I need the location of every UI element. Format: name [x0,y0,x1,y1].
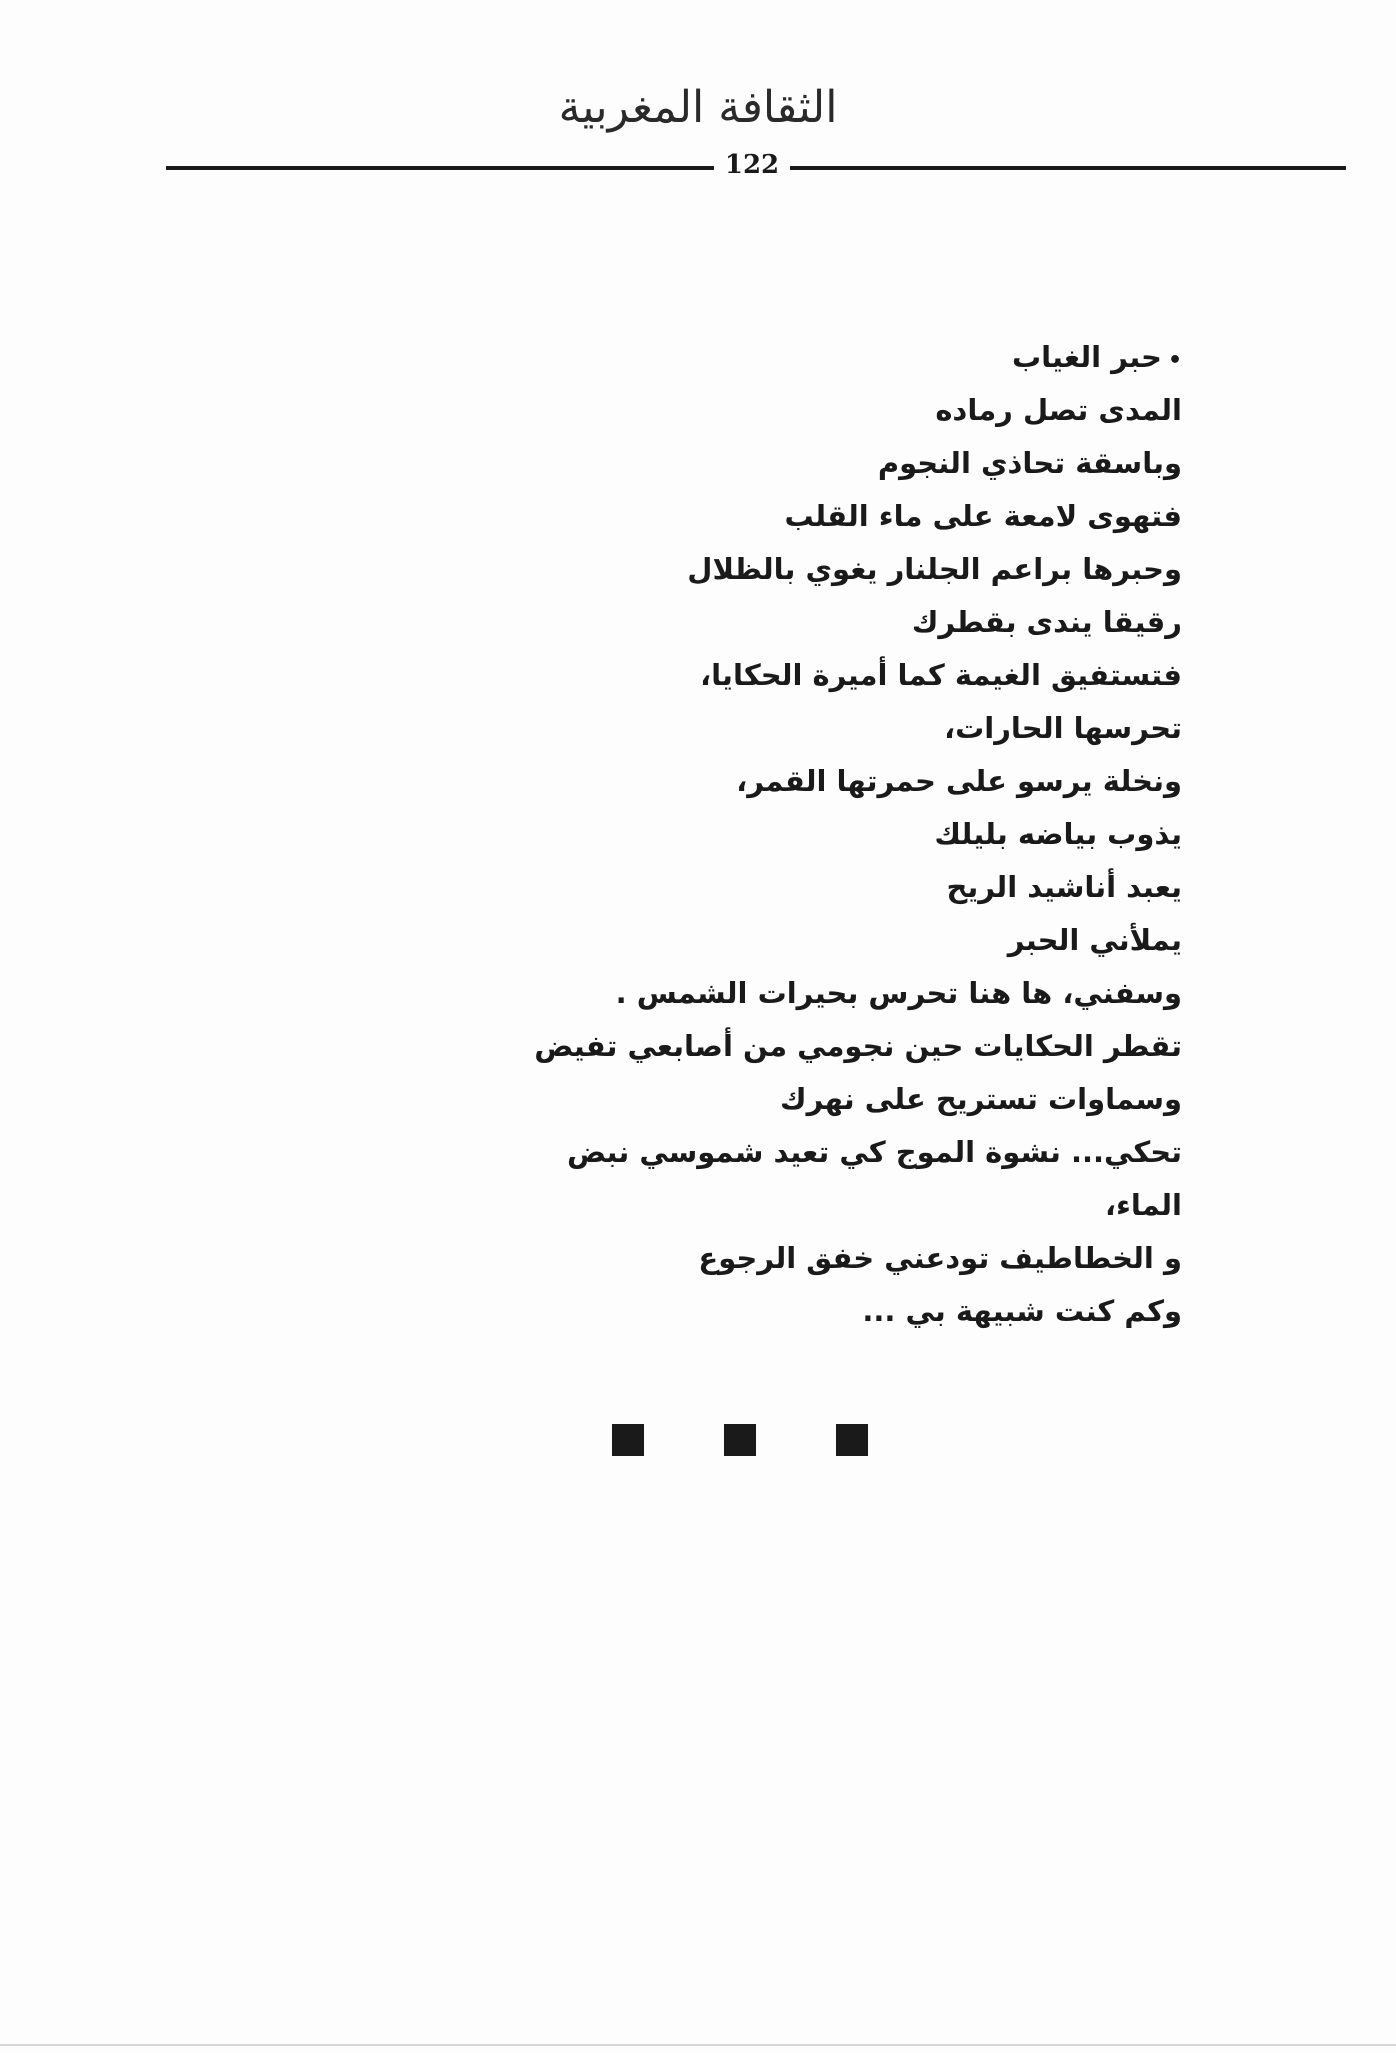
poem-line: المدى تصل رماده [935,393,1182,427]
poem-line: الماء، [1104,1188,1182,1222]
section-end-ornaments [612,1424,868,1458]
square-ornament-icon [612,1424,644,1456]
poem-line: وحبرها براعم الجلنار يغوي بالظلال [687,552,1182,586]
square-ornament-icon [724,1424,756,1456]
poem-line: يذوب بياضه بليلك [934,817,1182,851]
running-title: الثقافة المغربية [558,82,838,133]
poem-line: و الخطاطيف تودعني خفق الرجوع [698,1241,1182,1275]
poem-title-text: حبر الغياب [1011,340,1162,374]
page-bottom-edge [0,2044,1396,2046]
poem-line: فتستفيق الغيمة كما أميرة الحكايا، [700,658,1182,692]
poem-line: ونخلة يرسو على حمرتها القمر، [736,764,1182,798]
poem-line: وباسقة تحاذي النجوم [877,446,1182,480]
poem-title [462,330,1182,384]
poem-line: وسفني، ها هنا تحرس بحيرات الشمس . [615,976,1182,1010]
poem [462,330,1182,1338]
poem-line: تحرسها الحارات، [944,711,1182,745]
poem-line: تحكي... نشوة الموج كي تعيد شموسي نبض [566,1135,1182,1169]
header-rule-left [166,166,714,170]
poem-line: يعبد أناشيد الريح [946,870,1182,904]
poem-line: رقيقا يندى بقطرك [911,605,1182,639]
poem-line: فتهوى لامعة على ماء القلب [784,499,1182,533]
poem-line: يملأني الحبر [1007,923,1182,957]
poem-line: وكم كنت شبيهة بي ... [862,1294,1182,1328]
page-number: 122 [724,150,780,180]
poem-line: وسماوات تستريح على نهرك [780,1082,1182,1116]
square-ornament-icon [836,1424,868,1456]
poem-line: تقطر الحكايات حين نجومي من أصابعي تفيض [534,1029,1182,1063]
bullet-icon: • [1167,348,1182,373]
header-rule-right [790,166,1346,170]
